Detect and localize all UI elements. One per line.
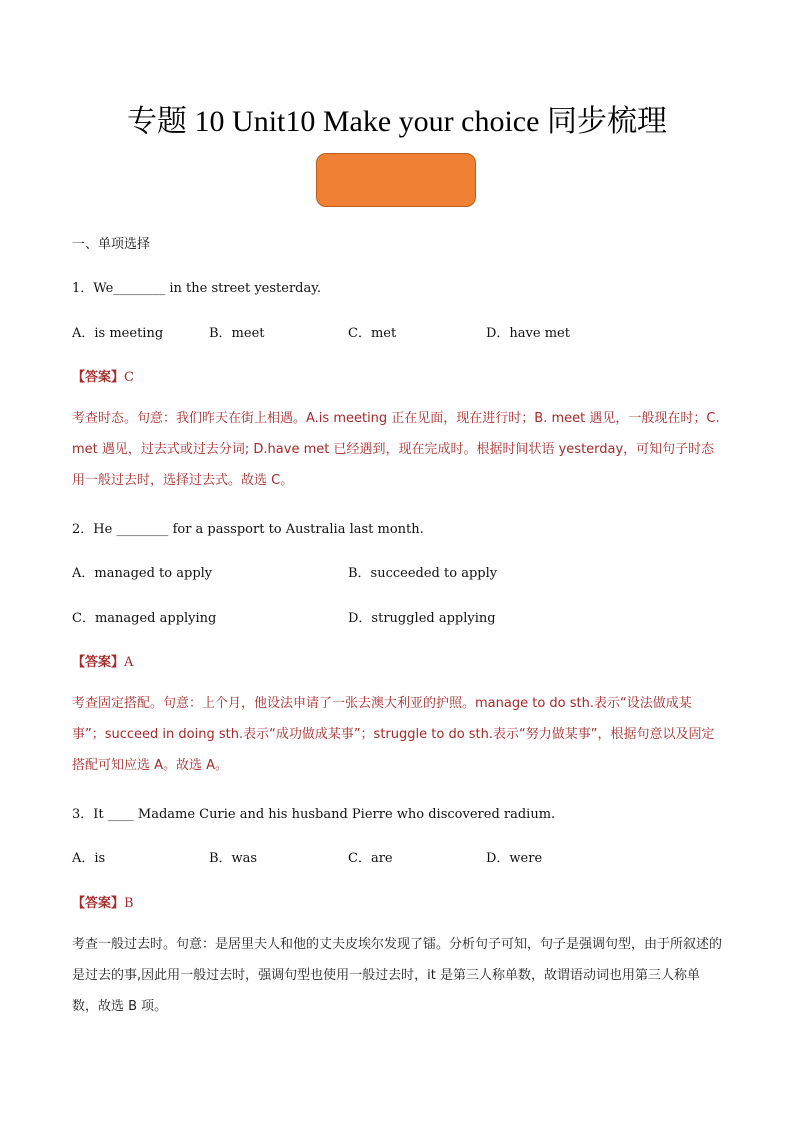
- question-2-answer: [72, 651, 133, 670]
- answer-label: 【答案】: [72, 655, 125, 670]
- question-1-option-d: D．have met: [486, 326, 570, 341]
- question-1-option-b: B．meet: [209, 326, 265, 341]
- question-3-option-d: D．were: [486, 851, 543, 866]
- question-1-answer: [72, 366, 134, 385]
- section-heading: 一、单项选择: [72, 237, 151, 252]
- question-2-explanation: 考查固定搭配。句意：上个月，他设法申请了一张去澳大利亚的护照。manage to do sth.表示“设法做成某事”；succeed in doing sth.表示“成功做成某事”；struggle to do sth.表示“努力做某事”，根据句意以及固定搭配可知应选 A。故选 A。: [72, 696, 715, 773]
- question-2-stem: 2．He ________ for a passport to Australia last month.: [72, 522, 424, 537]
- answer-value: C: [124, 370, 134, 385]
- question-2-option-c: C．managed applying: [72, 611, 217, 626]
- question-1-option-a: A．is meeting: [72, 326, 164, 341]
- orange-badge: [316, 153, 476, 207]
- question-2-option-b: B．succeeded to apply: [348, 566, 498, 581]
- question-2-option-d: D．struggled applying: [348, 611, 496, 626]
- question-3-option-a: A．is: [72, 851, 106, 866]
- question-1-stem: 1．We________ in the street yesterday.: [72, 281, 321, 296]
- answer-value: A: [124, 655, 134, 670]
- question-1-option-c: C．met: [348, 326, 397, 341]
- answer-label: 【答案】: [72, 370, 125, 385]
- question-3-option-b: B．was: [209, 851, 258, 866]
- question-3-explanation: 考查一般过去时。句意：是居里夫人和他的丈夫皮埃尔发现了镭。分析句子可知，句子是强调句型，由于所叙述的是过去的事,因此用一般过去时，强调句型也使用一般过去时，it 是第三人称单数，故谓语动词也用第三人称单数，故选 B 项。: [72, 937, 723, 1014]
- answer-label: 【答案】: [72, 896, 125, 911]
- answer-value: B: [124, 896, 134, 911]
- question-1-explanation: 考查时态。句意：我们昨天在街上相遇。A.is meeting 正在见面，现在进行时；B. meet 遇见，一般现在时；C. met 遇见，过去式或过去分词; D.have met 已经遇到，现在完成时。根据时间状语 yesterday，可知句子时态用一般过去时，选择过去式。故选 C。: [72, 411, 720, 488]
- question-3-option-c: C．are: [348, 851, 393, 866]
- question-3-answer: [72, 892, 134, 911]
- page-title: 专题 10 Unit10 Make your choice 同步梳理: [127, 105, 667, 138]
- question-3-stem: 3．It ____ Madame Curie and his husband Pierre who discovered radium.: [72, 807, 556, 822]
- question-2-option-a: A．managed to apply: [72, 566, 213, 581]
